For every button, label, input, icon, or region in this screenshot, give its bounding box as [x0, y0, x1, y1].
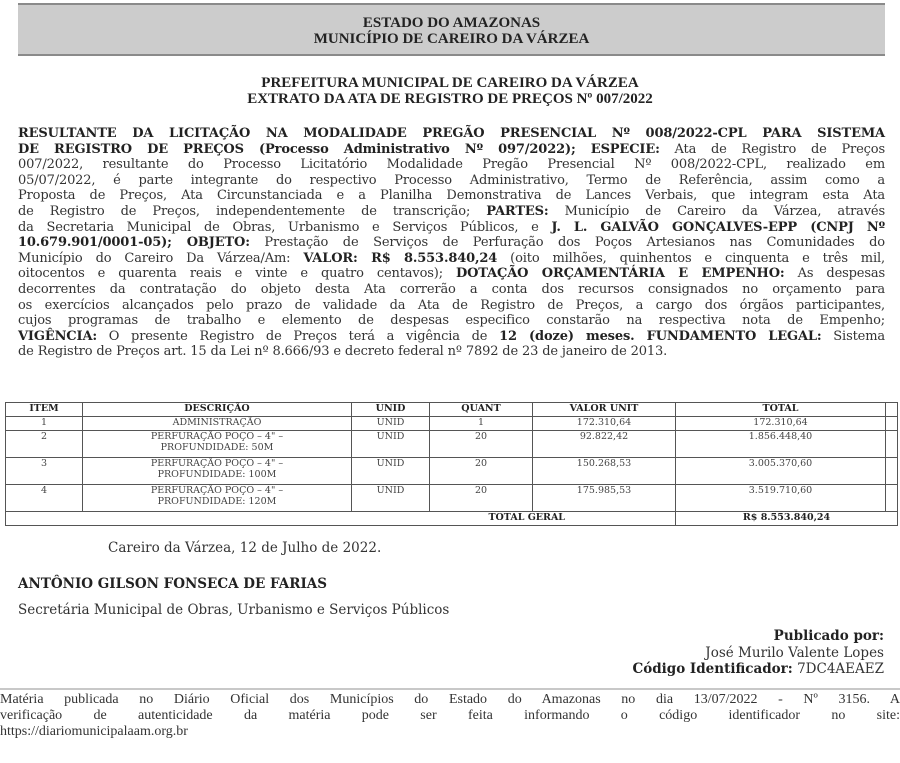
table-row — [6, 417, 898, 431]
col-header-total: TOTAL — [676, 403, 886, 417]
footer-line-1: Matéria publicada no Diário Oficial dos Municípios do Estado do Amazonas no dia 13/07/2022 - Nº 3156. A — [0, 692, 900, 707]
body-text: os exercícios alcançados pelo prazo de validade da Ata de Registro de Preços, a cargo dos órgãos participantes, — [18, 297, 885, 313]
body-text: Sistema — [821, 328, 885, 344]
footer-note — [0, 692, 900, 740]
empty-column-cell — [886, 431, 898, 458]
description-line-1: PERFURAÇÃO POÇO – 4" – — [150, 485, 284, 496]
document-issuer: PREFEITURA MUNICIPAL DE CAREIRO DA VÁRZEA — [261, 75, 639, 91]
body-text: Ata de Registro de Preços — [659, 141, 885, 157]
item-number: 1 — [6, 417, 83, 431]
item-description — [83, 417, 352, 431]
item-quantity: 20 — [430, 485, 533, 512]
body-line — [18, 126, 885, 142]
items-table — [5, 402, 898, 526]
body-line — [18, 188, 885, 204]
item-total: 3.519.710,60 — [676, 485, 886, 512]
table-total-row — [6, 512, 898, 526]
item-number: 2 — [6, 431, 83, 458]
item-description — [83, 458, 352, 485]
body-text: da Secretaria Municipal de Obras, Urbanismo e Serviços Públicos, e — [18, 219, 552, 235]
body-text: Prestação de Serviços de Perfuração dos Poços Artesianos nas Comunidades do — [249, 235, 885, 251]
col-header-unit: UNID — [352, 403, 430, 417]
table-row — [6, 458, 898, 485]
body-line — [18, 282, 885, 298]
item-total: 1.856.448,40 — [676, 431, 886, 458]
item-unit: UNID — [352, 431, 430, 458]
footer-line-2: verificação de autenticidade da matéria pode ser feita informando o código identificador no site: — [0, 708, 900, 723]
body-text: de Registro de Preços, independentemente de transcrição; — [18, 203, 487, 219]
item-unit: UNID — [352, 458, 430, 485]
publication-info — [632, 628, 884, 678]
description-line-2: PROFUNDIDADE: 100M — [157, 469, 277, 480]
body-line — [18, 173, 885, 189]
document-title: EXTRATO DA ATA DE REGISTRO DE PREÇOS Nº 007/2022 — [247, 91, 653, 107]
body-text: Município do Careiro Da Várzea/Am: — [18, 250, 304, 266]
footer-divider — [0, 688, 900, 690]
table-header-row — [6, 403, 898, 417]
footer-url-link[interactable]: https://diariomunicipalaam.org.br — [0, 724, 188, 739]
identifier-code-label: Código Identificador: — [632, 661, 793, 677]
identifier-code: 7DC4AEAEZ — [797, 661, 884, 677]
body-text: decorrentes da contratação do objeto desta Ata correrão a conta dos recursos consignados no orçamento para — [18, 281, 885, 297]
body-line — [18, 235, 885, 251]
body-line — [18, 220, 885, 236]
body-text: cujos programas de trabalho e elemento de despesas especifico constarão na respectiva nota de Empenho; — [18, 313, 885, 329]
item-quantity: 1 — [430, 417, 533, 431]
description-line-1: ADMINISTRAÇÃO — [172, 417, 262, 428]
table-row — [6, 485, 898, 512]
body-text: Município de Careiro da Várzea, através — [548, 203, 885, 219]
body-line — [18, 157, 885, 173]
item-quantity: 20 — [430, 431, 533, 458]
state-header-band — [18, 3, 885, 56]
body-line — [18, 298, 885, 314]
body-line — [18, 251, 885, 267]
col-header-description: DESCRIÇÃO — [83, 403, 352, 417]
published-by-label: Publicado por: — [773, 628, 884, 644]
empty-column-cell — [886, 403, 898, 417]
signer-name: ANTÔNIO GILSON FONSECA DE FARIAS — [18, 576, 327, 592]
item-description — [83, 485, 352, 512]
empty-column-cell — [886, 417, 898, 431]
publisher-name: José Murilo Valente Lopes — [705, 644, 884, 661]
body-text: oitocentos e quarenta reais e vinte e quatro centavos); — [18, 266, 456, 282]
body-bold-text: 12 (doze) meses. FUNDAMENTO LEGAL: — [499, 328, 822, 344]
body-text: 007/2022, resultante do Processo Licitatório Modalidade Pregão Presencial Nº 008/2022-CPL, realizado em — [18, 157, 885, 173]
item-total: 3.005.370,60 — [676, 458, 886, 485]
item-unit: UNID — [352, 417, 430, 431]
total-value: R$ 8.553.840,24 — [676, 512, 898, 526]
state-name: ESTADO DO AMAZONAS — [362, 15, 541, 31]
table-row — [6, 431, 898, 458]
signer-role: Secretária Municipal de Obras, Urbanismo e Serviços Públicos — [18, 602, 450, 618]
body-bold-text: VIGÊNCIA: — [18, 328, 98, 344]
description-line-1: PERFURAÇÃO POÇO – 4" – — [150, 458, 284, 469]
body-bold-text: J. L. GALVÃO GONÇALVES-EPP (CNPJ Nº — [551, 219, 886, 235]
total-label: TOTAL GERAL — [6, 512, 676, 526]
item-number: 4 — [6, 485, 83, 512]
body-text: (oito milhões, quinhentos e cinquenta e três mil, — [497, 250, 885, 266]
description-line-1: PERFURAÇÃO POÇO – 4" – — [150, 431, 284, 442]
item-total: 172.310,64 — [676, 417, 886, 431]
body-text: de Registro de Preços art. 15 da Lei nº 8.666/93 e decreto federal nº 7892 de 23 de janeiro de 2013. — [18, 344, 668, 360]
body-line — [18, 313, 885, 329]
municipality-name: MUNICÍPIO DE CAREIRO DA VÁRZEA — [313, 31, 590, 47]
col-header-quantity: QUANT — [430, 403, 533, 417]
body-text: Proposta de Preços, Ata Circunstanciada e a Planilha Demonstrativa de Lances Verbais, que integram esta Ata — [18, 188, 885, 204]
col-header-item: ITEM — [6, 403, 83, 417]
body-bold-text: RESULTANTE DA LICITAÇÃO NA MODALIDADE PREGÃO PRESENCIAL Nº 008/2022-CPL PARA SISTEMA — [18, 126, 885, 141]
extract-body — [18, 126, 885, 360]
empty-column-cell — [886, 485, 898, 512]
body-text: As despesas — [784, 266, 885, 282]
body-bold-text: VALOR: R$ 8.553.840,24 — [303, 250, 498, 266]
item-unit-value: 150.268,53 — [533, 458, 676, 485]
body-line — [18, 142, 885, 158]
body-text: 05/07/2022, é parte integrante do respectivo Processo Administrativo, Termo de Referência, assim como a — [18, 172, 885, 188]
item-number: 3 — [6, 458, 83, 485]
body-bold-text: 10.679.901/0001-05); OBJETO: — [18, 235, 250, 251]
item-unit-value: 175.985,53 — [533, 485, 676, 512]
description-line-2: PROFUNDIDADE: 50M — [160, 442, 274, 453]
item-unit: UNID — [352, 485, 430, 512]
place-date: Careiro da Várzea, 12 de Julho de 2022. — [108, 540, 382, 556]
item-unit-value: 92.822,42 — [533, 431, 676, 458]
body-text: O presente Registro de Preços terá a vigência de — [97, 328, 500, 344]
empty-column-cell — [886, 458, 898, 485]
item-quantity: 20 — [430, 458, 533, 485]
description-line-2: PROFUNDIDADE: 120M — [157, 496, 277, 507]
body-bold-text: DOTAÇÃO ORÇAMENTÁRIA E EMPENHO: — [456, 266, 785, 282]
body-line — [18, 204, 885, 220]
body-line — [18, 344, 885, 360]
item-description — [83, 431, 352, 458]
body-line — [18, 329, 885, 345]
col-header-unit-value: VALOR UNIT — [533, 403, 676, 417]
body-bold-text: DE REGISTRO DE PREÇOS (Processo Administrativo Nº 097/2022); ESPECIE: — [18, 141, 660, 157]
body-line — [18, 266, 885, 282]
body-bold-text: PARTES: — [486, 203, 549, 219]
item-unit-value: 172.310,64 — [533, 417, 676, 431]
